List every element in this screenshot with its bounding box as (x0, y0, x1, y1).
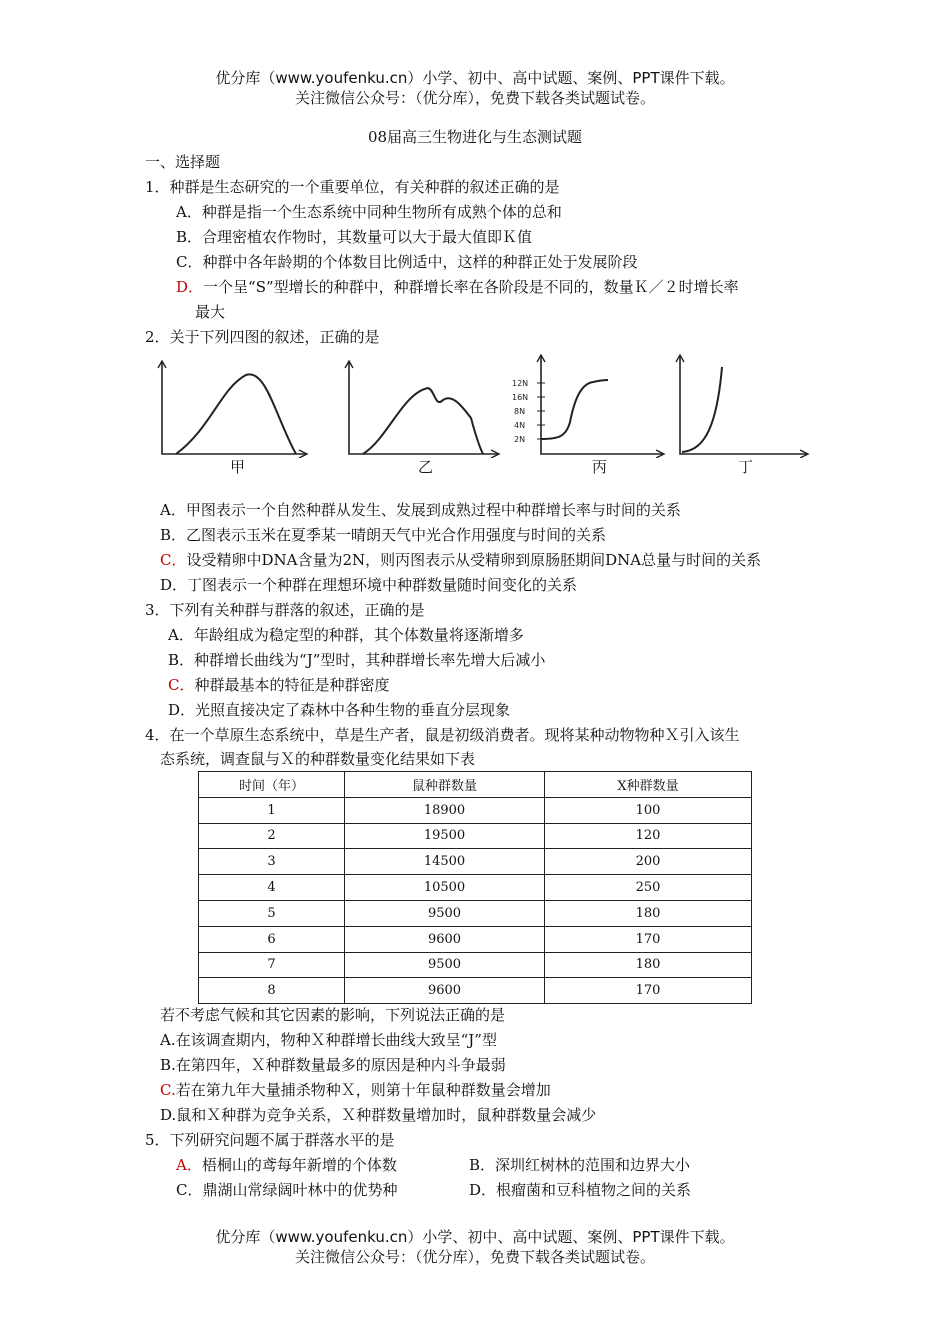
table-header-cell: X种群数量 (545, 772, 752, 798)
population-table (198, 771, 752, 1004)
graph-bing-axes (541, 356, 663, 454)
q4-option-c (160, 1079, 551, 1101)
table-header-row (199, 772, 752, 798)
table-cell: 8 (199, 978, 345, 1004)
graph-yi-label: 乙 (418, 458, 434, 476)
q5-answer-letter: A． (176, 1156, 202, 1174)
table-row (199, 849, 752, 875)
header-line-1: 优分库（www.youfenku.cn）小学、初中、高中试题、案例、PPT课件下载。 (215, 69, 735, 87)
table-cell: 4 (199, 875, 345, 901)
graph-bing-tick-16n: 16N (512, 393, 529, 402)
q1-option-a: A．种群是指一个生态系统中同种生物所有成熟个体的总和 (176, 203, 562, 221)
q2-option-a: A．甲图表示一个自然种群从发生、发展到成熟过程中种群增长率与时间的关系 (160, 501, 681, 519)
graph-ding-label: 丁 (738, 458, 754, 476)
q3-answer-letter: C． (168, 676, 195, 694)
header-line-2: 关注微信公众号：（优分库），免费下载各类试题试卷。 (294, 89, 655, 107)
graph-bing (508, 352, 668, 458)
graph-ding (672, 352, 812, 458)
table-cell: 180 (545, 952, 752, 978)
q5-option-d: D．根瘤菌和豆科植物之间的关系 (469, 1181, 692, 1199)
q4-answer-letter: C. (160, 1081, 176, 1099)
table-cell: 3 (199, 849, 345, 875)
q5-stem: 5．下列研究问题不属于群落水平的是 (145, 1131, 395, 1149)
graph-yi-curve (363, 388, 483, 454)
q3-option-c-text: 种群最基本的特征是种群密度 (194, 676, 390, 694)
graph-ding-axes (680, 356, 807, 454)
q3-option-d: D．光照直接决定了森林中各种生物的垂直分层现象 (168, 701, 511, 719)
q5-option-a-text: 梧桐山的鸢每年新增的个体数 (201, 1156, 397, 1174)
q2-option-d: D．丁图表示一个种群在理想环境中种群数量随时间变化的关系 (160, 576, 578, 594)
table-row (199, 926, 752, 952)
graph-bing-tick-8n: 8N (514, 407, 526, 416)
q1-option-d-cont: 最大 (195, 303, 226, 321)
table-header-cell: 鼠种群数量 (345, 772, 545, 798)
table-cell: 170 (545, 926, 752, 952)
table-cell: 19500 (345, 823, 545, 849)
table-cell: 6 (199, 926, 345, 952)
q1-option-c: C．种群中各年龄期的个体数目比例适中，这样的种群正处于发展阶段 (176, 253, 638, 271)
q1-option-d-text: 一个呈“S”型增长的种群中，种群增长率在各阶段是不同的，数量Ｋ／２时增长率 (203, 278, 739, 296)
q4-stem-cont: 态系统，调查鼠与Ｘ的种群数量变化结果如下表 (160, 750, 476, 768)
table-cell: 18900 (345, 797, 545, 823)
q1-stem: 1．种群是生态研究的一个重要单位，有关种群的叙述正确的是 (145, 178, 560, 196)
graph-jia (156, 358, 311, 458)
graph-jia-curve (176, 374, 296, 454)
q1-option-b: B．合理密植农作物时，其数量可以大于最大值即Ｋ值 (176, 228, 533, 246)
q3-option-c (168, 674, 390, 696)
table-cell: 250 (545, 875, 752, 901)
q2-option-c-text: 设受精卵中DNA含量为2N，则丙图表示从受精卵到原肠胚期间DNA总量与时间的关系 (186, 551, 762, 569)
table-cell: 9600 (345, 978, 545, 1004)
q2-option-c (160, 549, 761, 571)
table-cell: 200 (545, 849, 752, 875)
table-row (199, 900, 752, 926)
q5-option-a (176, 1154, 397, 1176)
table-cell: 1 (199, 797, 345, 823)
table-cell: 100 (545, 797, 752, 823)
table-row (199, 797, 752, 823)
graph-ding-curve (682, 367, 722, 452)
footer-line-1: 优分库（www.youfenku.cn）小学、初中、高中试题、案例、PPT课件下载。 (215, 1228, 735, 1246)
q4-ask: 若不考虑气候和其它因素的影响，下列说法正确的是 (160, 1006, 506, 1024)
table-cell: 10500 (345, 875, 545, 901)
table-cell: 9600 (345, 926, 545, 952)
table-row (199, 978, 752, 1004)
footer-line-2: 关注微信公众号：（优分库），免费下载各类试题试卷。 (294, 1248, 655, 1266)
q5-option-c: C．鼎湖山常绿阔叶林中的优势种 (176, 1181, 398, 1199)
q3-stem: 3．下列有关种群与群落的叙述，正确的是 (145, 601, 425, 619)
table-row (199, 952, 752, 978)
table-header-cell: 时间（年） (199, 772, 345, 798)
q1-answer-letter: D． (176, 278, 204, 296)
q4-stem: 4．在一个草原生态系统中，草是生产者，鼠是初级消费者。现将某种动物物种Ｘ引入该生 (145, 726, 740, 744)
q3-option-a: A．年龄组成为稳定型的种群，其个体数量将逐渐增多 (168, 626, 524, 644)
graph-bing-curve (541, 380, 608, 439)
table-cell: 2 (199, 823, 345, 849)
q4-option-b: B.在第四年，Ｘ种群数量最多的原因是种内斗争最弱 (160, 1056, 506, 1074)
q3-option-b: B．种群增长曲线为“J”型时，其种群增长率先增大后减小 (168, 651, 546, 669)
table-cell: 9500 (345, 952, 545, 978)
graph-jia-axes (162, 362, 306, 454)
q4-option-a: A.在该调查期内，物种Ｘ种群增长曲线大致呈“J”型 (160, 1031, 497, 1049)
q4-option-c-text: 若在第九年大量捕杀物种Ｘ，则第十年鼠种群数量会增加 (175, 1081, 551, 1099)
q5-option-b: B．深圳红树林的范围和边界大小 (469, 1156, 691, 1174)
table-cell: 7 (199, 952, 345, 978)
table-cell: 180 (545, 900, 752, 926)
graph-yi (343, 358, 503, 458)
page-title: 08届高三生物进化与生态测试题 (367, 128, 583, 146)
graph-bing-tick-12n: 12N (512, 379, 529, 388)
table-cell: 9500 (345, 900, 545, 926)
graph-bing-tick-4n: 4N (514, 421, 526, 430)
graph-bing-tick-2n: 2N (514, 435, 526, 444)
q2-answer-letter: C． (160, 551, 187, 569)
section-heading: 一、选择题 (145, 153, 221, 171)
table-cell: 170 (545, 978, 752, 1004)
table-row (199, 823, 752, 849)
table-cell: 120 (545, 823, 752, 849)
table-row (199, 875, 752, 901)
graph-bing-label: 丙 (592, 458, 608, 476)
q2-option-b: B．乙图表示玉米在夏季某一晴朗天气中光合作用强度与时间的关系 (160, 526, 607, 544)
graph-jia-label: 甲 (230, 458, 246, 476)
q2-stem: 2．关于下列四图的叙述，正确的是 (145, 328, 380, 346)
table-cell: 14500 (345, 849, 545, 875)
q1-option-d (176, 276, 739, 298)
q4-option-d: D.鼠和Ｘ种群为竞争关系，Ｘ种群数量增加时，鼠种群数量会减少 (160, 1106, 597, 1124)
table-cell: 5 (199, 900, 345, 926)
graph-yi-axes (349, 362, 498, 454)
